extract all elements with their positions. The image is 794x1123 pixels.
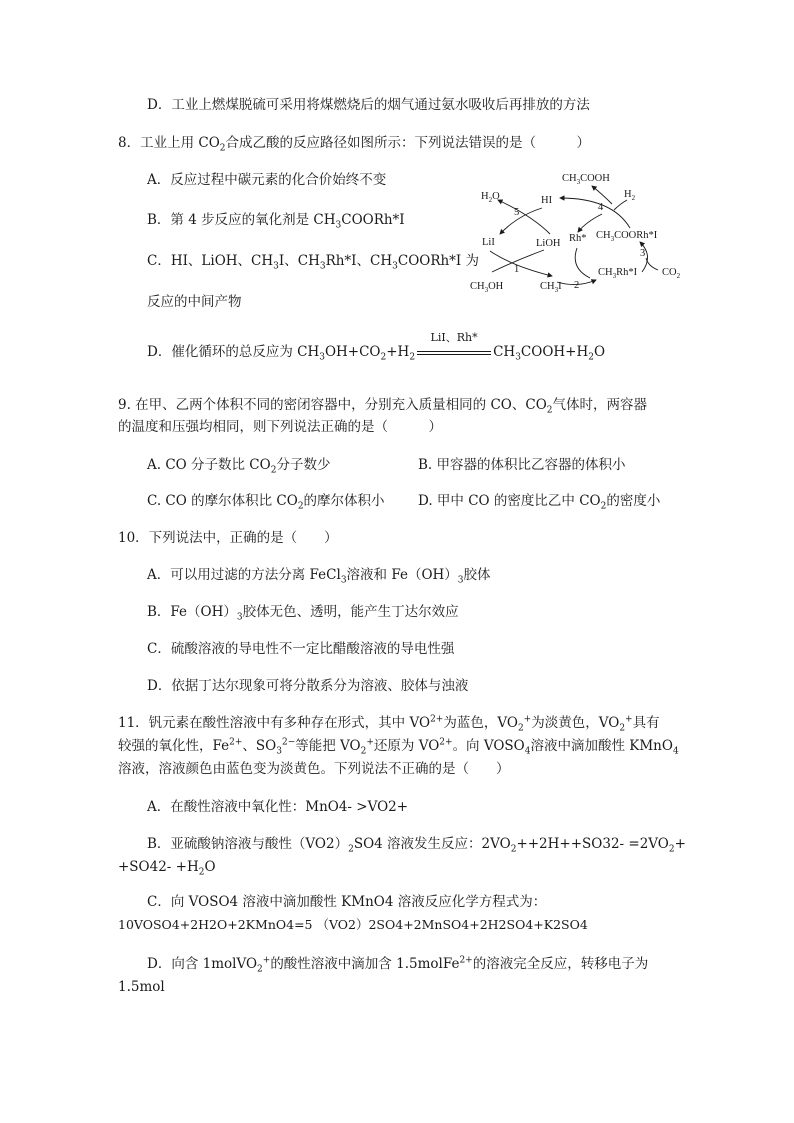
q11-option-d-1: D．向含 1molVO$_2$+的酸性溶液中滴加含 1.5molFe$^{2+}$的溶液完全反应，转移电子为 (147, 955, 649, 975)
q11-stem-2: 较强的氧化性，$Fe^{2+}$、$SO_3^{2-}$等能把 $VO_2^+$还原为 $VO^{2+}$。向 $VOSO_4$溶液中滴加酸性 KMnO$_4$ (118, 737, 679, 757)
label-hi: HI (541, 195, 553, 206)
q11-option-b-1: B．亚硫酸钠溶液与酸性$(VO2)_2SO4$ 溶液发生反应：$2VO_2++2H++SO32- =2VO_2+$ (147, 836, 686, 855)
q8-option-d: D．催化循环的总反应为 $CH_3OH+CO_2+H_2$ LiI、Rh* $CH_3COOH+H_2O$ (147, 331, 606, 363)
label-ch3coorhi: $CH_3COORh*I$ (596, 230, 658, 243)
q11-option-a: A．在酸性溶液中氧化性：MnO4- >VO2+ (147, 799, 409, 815)
q11-option-b-2: $+SO42- +H_2O$ (118, 859, 216, 878)
q10-option-d: D．依据丁达尔现象可将分散系分为溶液、胶体与浊液 (147, 678, 469, 694)
step-1-arrow (490, 251, 552, 276)
q8-option-a: A．反应过程中碳元素的化合价始终不变 (147, 172, 387, 188)
q9-option-d: D. 甲中 CO 的密度比乙中 $CO_2$的密度小 (418, 493, 661, 512)
q8-option-b: B．第 4 步反应的氧化剂是 $CH_3COORh*I$ (147, 212, 405, 231)
step-1-label: 1 (514, 264, 520, 275)
step-3-label: 3 (640, 248, 646, 259)
label-lioh: LiOH (536, 238, 561, 249)
q7-option-d: D．工业上燃煤脱硫可采用将煤燃烧后的烟气通过氨水吸收后再排放的方法 (147, 97, 590, 113)
q9-stem-2: 的温度和压强均相同，则下列说法正确的是（ ） (118, 419, 442, 435)
label-h2o: $H_2O$ (481, 191, 500, 204)
q11-option-c-2: 10VOSO4+2H2O+2KMnO4=5 （VO2）2SO4+2MnSO4+2H2SO4+K2SO4 (118, 917, 588, 932)
q8-stem: 8．工业上用 $CO_2$合成乙酸的反应路径如图所示：下列说法错误的是（ ） (118, 135, 591, 154)
label-ch3cooh: $CH_3COOH$ (562, 173, 610, 186)
q9-option-c: C. CO 的摩尔体积比 $CO_2$的摩尔体积小 (147, 493, 385, 512)
q11-option-c-1: C．向 VOSO4 溶液中滴加酸性 KMnO4 溶液反应化学方程式为： (147, 894, 547, 910)
q9-option-a: A. CO 分子数比 $CO_2$分子数少 (147, 457, 331, 476)
q10-option-c: C．硫酸溶液的导电性不一定比醋酸溶液的导电性强 (147, 641, 455, 657)
q11-stem-1: 11．钒元素在酸性溶液中有多种存在形式，其中 $VO^{2+}$为蓝色，$VO_2^+$为淡黄色，$VO_2^+$具有 (118, 714, 660, 734)
label-h2: $H_2$ (624, 189, 636, 202)
label-rh: Rh* (569, 233, 587, 244)
q11-stem-3: 溶液，溶液颜色由蓝色变为淡黄色。下列说法不正确的是（ ） (118, 761, 510, 777)
reaction-condition-arrow: LiI、Rh* (417, 343, 491, 361)
q10-option-b: B．$Fe(OH)_3$胶体无色、透明，能产生丁达尔效应 (147, 604, 459, 623)
label-co2: $CO_2$ (662, 267, 681, 280)
label-ch3i: $CH_3I$ (540, 281, 562, 294)
q9-stem-1: 9. 在甲、乙两个体积不同的密闭容器中，分别充入质量相同的 CO、$CO_2$气体时，两容器 (118, 397, 647, 416)
q8-option-c: C．HI、LiOH、$CH_3I$、$CH_3Rh*I$、$CH_3COORh*I$ 为 (147, 253, 480, 272)
q8-option-c-cont: 反应的中间产物 (147, 294, 242, 310)
label-ch3oh: $CH_3OH$ (470, 281, 504, 294)
q10-option-a: A．可以用过滤的方法分离 FeCl$_3$溶液和 $Fe(OH)_3$胶体 (147, 567, 491, 586)
q11-option-d-2: 1.5mol (118, 979, 165, 995)
step-4-arrow (560, 198, 630, 228)
label-lii: LiI (482, 237, 495, 248)
q10-stem: 10．下列说法中，正确的是（ ） (118, 530, 338, 546)
step-2-rh (575, 248, 590, 278)
step-4-label: 4 (598, 202, 604, 213)
step-5-label: 5 (514, 207, 520, 218)
label-ch3rhi: $CH_3Rh*I$ (598, 267, 638, 280)
step-4-h2 (614, 200, 627, 210)
reaction-cycle-diagram (462, 168, 692, 298)
q9-option-b: B. 甲容器的体积比乙容器的体积小 (418, 457, 626, 473)
step-2-label: 2 (574, 280, 580, 291)
